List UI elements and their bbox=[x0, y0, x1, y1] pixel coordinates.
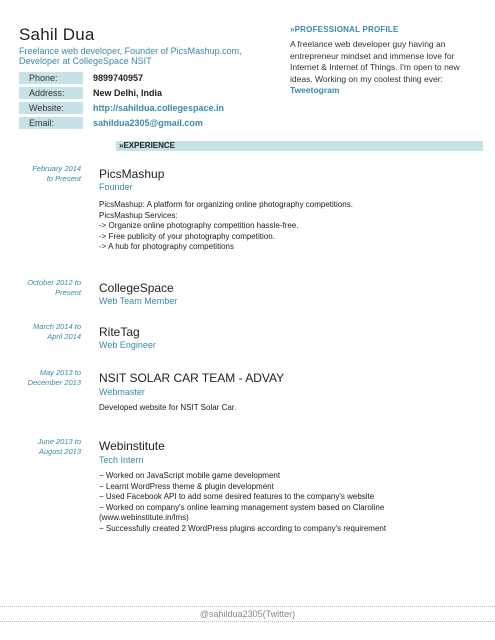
entry-role: Tech Intern bbox=[99, 455, 144, 465]
desc-line: − Learnt WordPress theme & plugin development bbox=[99, 481, 274, 491]
contact-label: Phone: bbox=[19, 72, 83, 84]
contact-label: Email: bbox=[19, 117, 83, 129]
entry-dates bbox=[0, 164, 81, 183]
desc-line: Developed website for NSIT Solar Car. bbox=[99, 403, 237, 412]
dates-line: August 2013 bbox=[38, 446, 81, 456]
dates-line: to Present bbox=[46, 173, 81, 183]
entry-role: Web Team Member bbox=[99, 296, 178, 306]
entry-role: Founder bbox=[99, 182, 133, 192]
desc-line: -> A hub for photography competitions bbox=[99, 242, 234, 251]
entry-description bbox=[99, 471, 484, 534]
footer-divider-top bbox=[0, 606, 495, 607]
experience-heading: »EXPERIENCE bbox=[116, 141, 483, 151]
entry-role: Webmaster bbox=[99, 387, 145, 397]
tagline-line-2: Developer at CollegeSpace NSIT bbox=[19, 56, 152, 66]
desc-line: PicsMashup Services: bbox=[99, 210, 178, 220]
entry-dates bbox=[0, 322, 81, 341]
email-link[interactable]: sahildua2305@gmail.com bbox=[93, 118, 203, 128]
desc-line: − Used Facebook API to add some desired features to the company's website bbox=[99, 492, 375, 501]
desc-line: − Successfully created 2 WordPress plugins according to company's requirement bbox=[99, 523, 387, 533]
footer-twitter-handle: @sahildua2305(Twitter) bbox=[199, 609, 296, 619]
profile-body: A freelance web developer guy having an entrepreneur mindset and immense love for Internet & Internet of Things. I'm open to new ideas. Working on my coolest thing ever: bbox=[290, 39, 460, 84]
entry-description bbox=[99, 403, 484, 414]
resume-tagline bbox=[19, 46, 279, 66]
entry-description bbox=[99, 200, 484, 253]
entry-title: CollegeSpace bbox=[99, 281, 174, 295]
dates-line: December 2013 bbox=[27, 377, 81, 387]
desc-line: -> Free publicity of your photography competition. bbox=[99, 231, 275, 241]
entry-dates bbox=[0, 437, 81, 456]
tagline-line-1: Freelance web developer, Founder of PicsMashup.com, bbox=[19, 46, 242, 56]
dates-line: April 2014 bbox=[47, 331, 81, 341]
professional-profile bbox=[290, 25, 480, 97]
website-link[interactable]: http://sahildua.collegespace.in bbox=[93, 103, 225, 113]
entry-dates bbox=[0, 278, 81, 297]
profile-text bbox=[290, 39, 480, 97]
contact-block bbox=[19, 72, 279, 132]
dates-line: October 2012 to bbox=[27, 278, 81, 287]
tweetogram-link[interactable]: Tweetogram bbox=[290, 85, 340, 95]
contact-row-website bbox=[19, 102, 279, 114]
desc-line: − Worked on JavaScript mobile game development bbox=[99, 471, 281, 480]
entry-title: PicsMashup bbox=[99, 167, 165, 181]
dates-line: March 2014 to bbox=[33, 322, 81, 331]
profile-heading: »PROFESSIONAL PROFILE bbox=[290, 25, 399, 34]
desc-line: − Worked on company's online learning management system based on Claroline bbox=[99, 502, 385, 512]
entry-dates bbox=[0, 368, 81, 387]
contact-label: Address: bbox=[19, 87, 83, 99]
address-value: New Delhi, India bbox=[93, 88, 163, 98]
entry-title: RiteTag bbox=[99, 325, 140, 339]
entry-title: NSIT SOLAR CAR TEAM - ADVAY bbox=[99, 371, 285, 385]
contact-row-address bbox=[19, 87, 279, 99]
desc-line: PicsMashup: A platform for organizing online photography competitions. bbox=[99, 200, 353, 209]
footer-divider-bottom bbox=[0, 621, 495, 622]
contact-row-email bbox=[19, 117, 279, 129]
entry-title: Webinstitute bbox=[99, 439, 165, 453]
dates-line: May 2013 to bbox=[39, 368, 81, 377]
resume-name: Sahil Dua bbox=[19, 25, 95, 44]
dates-line: June 2013 to bbox=[37, 437, 81, 446]
desc-line: -> Organize online photography competition hassle-free. bbox=[99, 221, 299, 230]
dates-line: February 2014 bbox=[32, 164, 81, 173]
dates-line: Present bbox=[55, 287, 81, 297]
contact-label: Website: bbox=[19, 102, 83, 114]
contact-row-phone bbox=[19, 72, 279, 84]
entry-role: Web Engineer bbox=[99, 340, 156, 350]
phone-value: 9899740957 bbox=[93, 73, 144, 83]
desc-line: (www.webinstitute.in/lms) bbox=[99, 513, 189, 522]
